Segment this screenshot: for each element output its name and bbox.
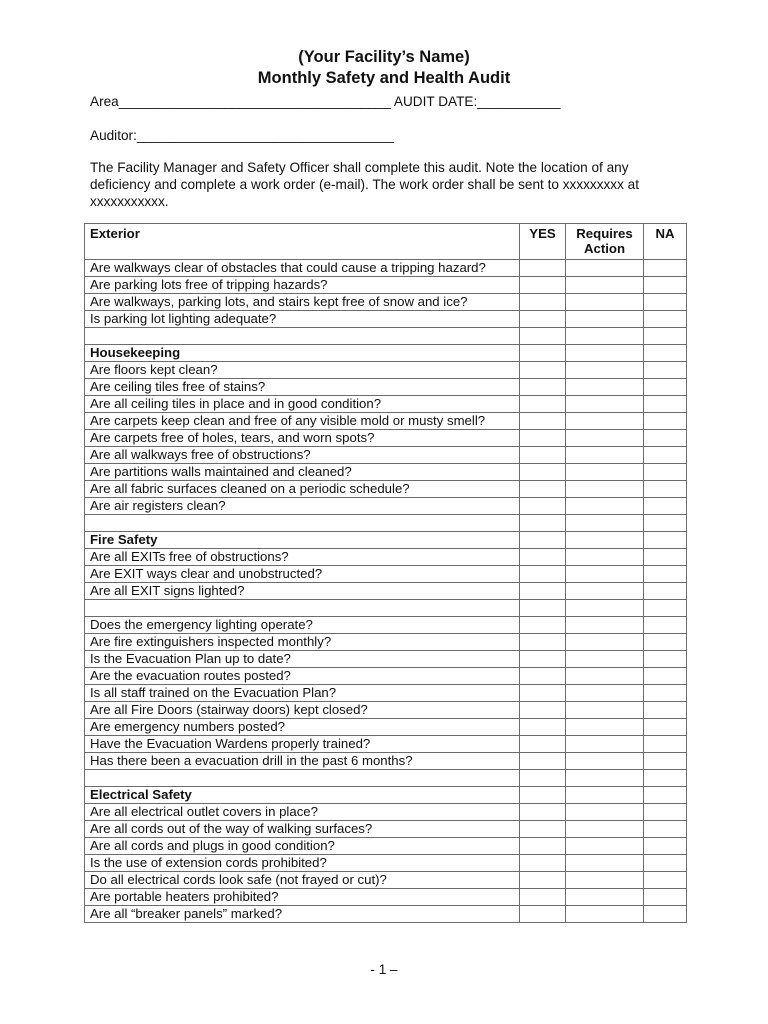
requires-action-cell bbox=[566, 787, 644, 804]
question-cell: Are emergency numbers posted? bbox=[85, 719, 520, 736]
requires-action-label-line1: Requires bbox=[576, 226, 633, 241]
question-cell: Is parking lot lighting adequate? bbox=[85, 311, 520, 328]
na-cell[interactable] bbox=[644, 362, 687, 379]
na-cell[interactable] bbox=[644, 736, 687, 753]
requires-action-cell[interactable] bbox=[566, 277, 644, 294]
question-cell: Do all electrical cords look safe (not frayed or cut)? bbox=[85, 872, 520, 889]
table-row bbox=[85, 753, 687, 770]
table-row bbox=[85, 804, 687, 821]
question-cell: Are the evacuation routes posted? bbox=[85, 668, 520, 685]
requires-action-cell bbox=[566, 328, 644, 345]
requires-action-cell[interactable] bbox=[566, 838, 644, 855]
yes-cell[interactable] bbox=[520, 498, 566, 515]
table-row bbox=[85, 617, 687, 634]
yes-cell[interactable] bbox=[520, 872, 566, 889]
requires-action-cell[interactable] bbox=[566, 872, 644, 889]
table-header-row bbox=[85, 224, 687, 260]
question-cell: Are carpets keep clean and free of any visible mold or musty smell? bbox=[85, 413, 520, 430]
instructions-paragraph bbox=[90, 159, 670, 210]
yes-cell[interactable] bbox=[520, 821, 566, 838]
yes-cell[interactable] bbox=[520, 719, 566, 736]
yes-cell bbox=[520, 600, 566, 617]
question-cell: Are all electrical outlet covers in place? bbox=[85, 804, 520, 821]
yes-cell[interactable] bbox=[520, 549, 566, 566]
question-cell: Are carpets free of holes, tears, and worn spots? bbox=[85, 430, 520, 447]
yes-cell bbox=[520, 515, 566, 532]
table-row bbox=[85, 379, 687, 396]
na-cell[interactable] bbox=[644, 651, 687, 668]
yes-cell[interactable] bbox=[520, 447, 566, 464]
requires-action-cell[interactable] bbox=[566, 634, 644, 651]
table-row bbox=[85, 838, 687, 855]
yes-cell[interactable] bbox=[520, 583, 566, 600]
na-cell[interactable] bbox=[644, 838, 687, 855]
requires-action-cell[interactable] bbox=[566, 719, 644, 736]
yes-cell[interactable] bbox=[520, 464, 566, 481]
requires-action-cell[interactable] bbox=[566, 804, 644, 821]
requires-action-cell[interactable] bbox=[566, 311, 644, 328]
question-cell: Are fire extinguishers inspected monthly? bbox=[85, 634, 520, 651]
yes-cell bbox=[520, 328, 566, 345]
table-row bbox=[85, 498, 687, 515]
na-cell[interactable] bbox=[644, 719, 687, 736]
document-title: Monthly Safety and Health Audit bbox=[257, 69, 511, 87]
question-cell: Are portable heaters prohibited? bbox=[85, 889, 520, 906]
yes-cell[interactable] bbox=[520, 430, 566, 447]
question-cell: Does the emergency lighting operate? bbox=[85, 617, 520, 634]
yes-cell[interactable] bbox=[520, 277, 566, 294]
table-row bbox=[85, 651, 687, 668]
section-row bbox=[85, 345, 687, 362]
na-cell[interactable] bbox=[644, 498, 687, 515]
yes-cell[interactable] bbox=[520, 906, 566, 923]
yes-cell[interactable] bbox=[520, 566, 566, 583]
section-heading: Housekeeping bbox=[85, 345, 520, 362]
yes-cell[interactable] bbox=[520, 311, 566, 328]
question-cell: Are all cords out of the way of walking surfaces? bbox=[85, 821, 520, 838]
na-cell bbox=[644, 328, 687, 345]
section-row bbox=[85, 532, 687, 549]
yes-cell[interactable] bbox=[520, 651, 566, 668]
question-cell: Are all Fire Doors (stairway doors) kept closed? bbox=[85, 702, 520, 719]
na-cell[interactable] bbox=[644, 804, 687, 821]
requires-action-cell[interactable] bbox=[566, 736, 644, 753]
table-row bbox=[85, 634, 687, 651]
yes-cell[interactable] bbox=[520, 634, 566, 651]
blank-row bbox=[85, 515, 687, 532]
requires-action-cell[interactable] bbox=[566, 583, 644, 600]
na-cell[interactable] bbox=[644, 821, 687, 838]
requires-action-cell bbox=[566, 515, 644, 532]
yes-cell[interactable] bbox=[520, 753, 566, 770]
table-row bbox=[85, 719, 687, 736]
yes-cell bbox=[520, 532, 566, 549]
na-cell bbox=[644, 787, 687, 804]
table-row bbox=[85, 396, 687, 413]
yes-cell bbox=[520, 345, 566, 362]
question-cell: Are walkways clear of obstacles that could cause a tripping hazard? bbox=[85, 260, 520, 277]
requires-action-cell[interactable] bbox=[566, 855, 644, 872]
question-cell bbox=[85, 600, 520, 617]
requires-action-cell[interactable] bbox=[566, 396, 644, 413]
table-row bbox=[85, 889, 687, 906]
auditor-line[interactable]: Auditor:__________________________________ bbox=[90, 128, 394, 143]
question-cell: Is the Evacuation Plan up to date? bbox=[85, 651, 520, 668]
requires-action-cell[interactable] bbox=[566, 294, 644, 311]
requires-action-cell[interactable] bbox=[566, 668, 644, 685]
na-cell[interactable] bbox=[644, 413, 687, 430]
yes-cell bbox=[520, 770, 566, 787]
na-cell[interactable] bbox=[644, 566, 687, 583]
question-cell: Are all walkways free of obstructions? bbox=[85, 447, 520, 464]
requires-action-cell[interactable] bbox=[566, 549, 644, 566]
requires-action-cell bbox=[566, 532, 644, 549]
na-cell[interactable] bbox=[644, 430, 687, 447]
table-row bbox=[85, 821, 687, 838]
yes-cell[interactable] bbox=[520, 702, 566, 719]
yes-cell[interactable] bbox=[520, 736, 566, 753]
table-row bbox=[85, 294, 687, 311]
na-cell[interactable] bbox=[644, 634, 687, 651]
na-cell bbox=[644, 345, 687, 362]
requires-action-cell[interactable] bbox=[566, 413, 644, 430]
blank-row bbox=[85, 770, 687, 787]
column-header-exterior: Exterior bbox=[85, 224, 520, 260]
na-cell bbox=[644, 515, 687, 532]
na-cell bbox=[644, 770, 687, 787]
requires-action-cell[interactable] bbox=[566, 702, 644, 719]
question-cell: Are ceiling tiles free of stains? bbox=[85, 379, 520, 396]
question-cell: Are all “breaker panels” marked? bbox=[85, 906, 520, 923]
yes-cell[interactable] bbox=[520, 396, 566, 413]
yes-cell[interactable] bbox=[520, 889, 566, 906]
requires-action-cell[interactable] bbox=[566, 447, 644, 464]
question-cell: Are all fabric surfaces cleaned on a periodic schedule? bbox=[85, 481, 520, 498]
instructions-line: deficiency and complete a work order (e-mail). The work order shall be sent to xxxxxxxxx at bbox=[90, 177, 640, 192]
na-cell[interactable] bbox=[644, 906, 687, 923]
table-body bbox=[85, 260, 687, 923]
table-row bbox=[85, 583, 687, 600]
na-cell[interactable] bbox=[644, 889, 687, 906]
requires-action-cell[interactable] bbox=[566, 498, 644, 515]
na-cell[interactable] bbox=[644, 685, 687, 702]
table-row bbox=[85, 736, 687, 753]
table-row bbox=[85, 668, 687, 685]
yes-cell[interactable] bbox=[520, 379, 566, 396]
column-header-yes: YES bbox=[520, 224, 566, 260]
question-cell bbox=[85, 770, 520, 787]
instructions-line: The Facility Manager and Safety Officer shall complete this audit. Note the location of any bbox=[90, 160, 629, 175]
question-cell: Are floors kept clean? bbox=[85, 362, 520, 379]
table-row bbox=[85, 549, 687, 566]
yes-cell[interactable] bbox=[520, 668, 566, 685]
yes-cell[interactable] bbox=[520, 362, 566, 379]
question-cell: Are all EXIT signs lighted? bbox=[85, 583, 520, 600]
na-cell[interactable] bbox=[644, 294, 687, 311]
table-row bbox=[85, 906, 687, 923]
requires-action-cell bbox=[566, 345, 644, 362]
yes-cell[interactable] bbox=[520, 855, 566, 872]
question-cell: Are partitions walls maintained and cleaned? bbox=[85, 464, 520, 481]
yes-cell[interactable] bbox=[520, 617, 566, 634]
requires-action-cell[interactable] bbox=[566, 889, 644, 906]
table-row bbox=[85, 464, 687, 481]
question-cell: Are all EXITs free of obstructions? bbox=[85, 549, 520, 566]
question-cell: Has there been a evacuation drill in the past 6 months? bbox=[85, 753, 520, 770]
requires-action-cell[interactable] bbox=[566, 821, 644, 838]
na-cell[interactable] bbox=[644, 855, 687, 872]
requires-action-label-line2: Action bbox=[583, 241, 626, 256]
na-cell[interactable] bbox=[644, 311, 687, 328]
question-cell: Are walkways, parking lots, and stairs kept free of snow and ice? bbox=[85, 294, 520, 311]
question-cell: Is the use of extension cords prohibited? bbox=[85, 855, 520, 872]
yes-cell[interactable] bbox=[520, 838, 566, 855]
table-row bbox=[85, 481, 687, 498]
column-header-na: NA bbox=[644, 224, 687, 260]
question-cell bbox=[85, 328, 520, 345]
section-heading: Fire Safety bbox=[85, 532, 520, 549]
requires-action-cell[interactable] bbox=[566, 651, 644, 668]
na-cell bbox=[644, 532, 687, 549]
question-cell: Have the Evacuation Wardens properly trained? bbox=[85, 736, 520, 753]
requires-action-cell[interactable] bbox=[566, 481, 644, 498]
na-cell[interactable] bbox=[644, 702, 687, 719]
question-cell: Are all ceiling tiles in place and in good condition? bbox=[85, 396, 520, 413]
yes-cell bbox=[520, 787, 566, 804]
requires-action-cell[interactable] bbox=[566, 430, 644, 447]
table-row bbox=[85, 413, 687, 430]
na-cell[interactable] bbox=[644, 753, 687, 770]
requires-action-cell[interactable] bbox=[566, 685, 644, 702]
na-cell[interactable] bbox=[644, 396, 687, 413]
requires-action-cell[interactable] bbox=[566, 362, 644, 379]
na-cell[interactable] bbox=[644, 464, 687, 481]
table-row bbox=[85, 566, 687, 583]
audit-checklist-table bbox=[84, 223, 687, 923]
question-cell: Is all staff trained on the Evacuation Plan? bbox=[85, 685, 520, 702]
facility-name: (Your Facility’s Name) bbox=[298, 48, 470, 66]
table-row bbox=[85, 872, 687, 889]
na-cell[interactable] bbox=[644, 617, 687, 634]
instructions-line: xxxxxxxxxxx. bbox=[90, 194, 169, 209]
na-cell[interactable] bbox=[644, 447, 687, 464]
na-cell[interactable] bbox=[644, 277, 687, 294]
table-row bbox=[85, 447, 687, 464]
requires-action-cell[interactable] bbox=[566, 753, 644, 770]
requires-action-cell[interactable] bbox=[566, 260, 644, 277]
column-header-requires-action bbox=[566, 224, 644, 260]
na-cell[interactable] bbox=[644, 668, 687, 685]
requires-action-cell[interactable] bbox=[566, 464, 644, 481]
blank-row bbox=[85, 600, 687, 617]
na-cell[interactable] bbox=[644, 583, 687, 600]
na-cell[interactable] bbox=[644, 872, 687, 889]
na-cell[interactable] bbox=[644, 379, 687, 396]
area-audit-date-line[interactable]: Area____________________________________ AUDIT DATE:___________ bbox=[90, 94, 561, 109]
requires-action-cell[interactable] bbox=[566, 566, 644, 583]
requires-action-cell[interactable] bbox=[566, 906, 644, 923]
table-row bbox=[85, 277, 687, 294]
question-cell: Are all cords and plugs in good condition? bbox=[85, 838, 520, 855]
requires-action-cell bbox=[566, 600, 644, 617]
yes-cell[interactable] bbox=[520, 260, 566, 277]
blank-row bbox=[85, 328, 687, 345]
na-cell[interactable] bbox=[644, 549, 687, 566]
question-cell: Are EXIT ways clear and unobstructed? bbox=[85, 566, 520, 583]
table-row bbox=[85, 430, 687, 447]
na-cell[interactable] bbox=[644, 481, 687, 498]
yes-cell[interactable] bbox=[520, 481, 566, 498]
table-row bbox=[85, 855, 687, 872]
na-cell bbox=[644, 600, 687, 617]
table-row bbox=[85, 362, 687, 379]
table-row bbox=[85, 311, 687, 328]
na-cell[interactable] bbox=[644, 260, 687, 277]
question-cell: Are air registers clean? bbox=[85, 498, 520, 515]
table-row bbox=[85, 702, 687, 719]
requires-action-cell[interactable] bbox=[566, 617, 644, 634]
question-cell: Are parking lots free of tripping hazards? bbox=[85, 277, 520, 294]
page-number: - 1 – bbox=[370, 962, 398, 977]
question-cell bbox=[85, 515, 520, 532]
section-heading: Electrical Safety bbox=[85, 787, 520, 804]
table-row bbox=[85, 260, 687, 277]
section-row bbox=[85, 787, 687, 804]
yes-cell[interactable] bbox=[520, 804, 566, 821]
yes-cell[interactable] bbox=[520, 294, 566, 311]
yes-cell[interactable] bbox=[520, 685, 566, 702]
requires-action-cell[interactable] bbox=[566, 379, 644, 396]
requires-action-cell bbox=[566, 770, 644, 787]
table-row bbox=[85, 685, 687, 702]
yes-cell[interactable] bbox=[520, 413, 566, 430]
